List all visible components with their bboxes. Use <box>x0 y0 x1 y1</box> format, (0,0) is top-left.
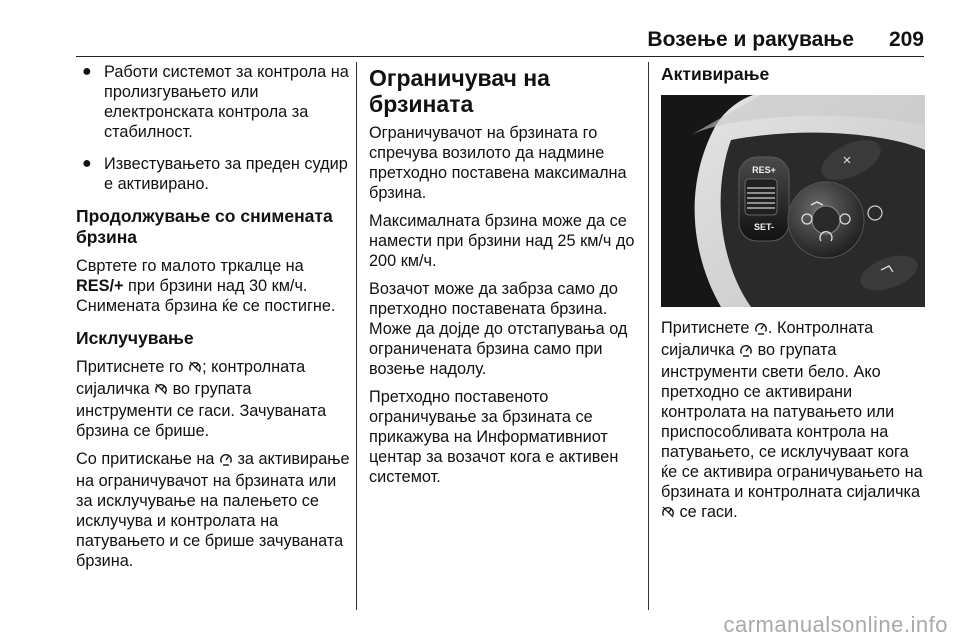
activation-text: во групата инструменти свети бело. Ако претходно се активирани контролата на патувањето или приспособливата контрола на патувањето, се исклучуваат кога ќе се активира ограничувањето на брзината и контролната сијаличка <box>661 341 923 501</box>
set-minus-label: SET- <box>753 222 775 232</box>
off-text: за активирање на ограничувачот на брзината или за исклучување на палењето се исклучува и контролата на патувањето и се брише зачуваната брзина. <box>76 450 350 570</box>
bullet-dot: ● <box>82 63 92 80</box>
column-divider <box>356 62 357 610</box>
paragraph: Ограничувачот на брзината го спречува возилото да надмине претходно поставена максимална брзина. <box>369 124 627 202</box>
speed-limiter-icon <box>739 342 753 362</box>
section-heading: Ограничувач на брзината <box>369 65 550 117</box>
resume-heading: Продолжување со снимената брзина <box>76 206 333 247</box>
column-divider <box>648 62 649 610</box>
cruise-control-off-icon <box>188 359 202 379</box>
off-text: ; контролната сијаличка <box>76 358 306 398</box>
paragraph: Максималната брзина може да се намести при брзини над 25 км/ч до 200 км/ч. <box>369 212 635 270</box>
watermark: carmanualsonline.info <box>723 612 948 637</box>
bullet-text: Известувањето за преден судир е активирано. <box>104 155 348 193</box>
activation-text: . Контролната сијаличка <box>661 319 874 359</box>
page-number: 209 <box>888 28 924 51</box>
activation-paragraph <box>661 318 929 524</box>
resume-text: при брзини над 30 км/ч. Снимената брзина ќе се постигне. <box>76 277 336 315</box>
bullet-item <box>76 154 352 194</box>
resume-text: Свртете го малото тркалце на <box>76 257 304 275</box>
speed-limiter-icon <box>754 320 768 340</box>
off-text: Притиснете го <box>76 358 184 376</box>
steering-wheel-controls-image <box>661 95 925 307</box>
speed-limiter-icon <box>219 451 233 471</box>
cruise-control-off-icon <box>661 504 675 524</box>
bullet-dot: ● <box>82 155 92 172</box>
column-middle <box>369 62 639 495</box>
bullet-text: Работи системот за контрола на пролизгувањето или електронската контрола за стабилност. <box>104 63 349 141</box>
column-left <box>76 62 352 579</box>
bullet-item <box>76 62 352 142</box>
activation-text: се гаси. <box>679 503 738 521</box>
off-heading: Исклучување <box>76 328 194 348</box>
off-paragraph <box>76 357 352 441</box>
off-text: Со притискање на <box>76 450 215 468</box>
off-paragraph <box>76 449 352 571</box>
activation-heading: Активирање <box>661 64 770 84</box>
res-key-label: RES/+ <box>76 277 124 295</box>
column-right <box>661 62 929 532</box>
activation-text: Притиснете <box>661 319 750 337</box>
off-text: во групата инструменти се гаси. Зачуваната брзина се брише. <box>76 380 327 440</box>
res-plus-label: RES+ <box>752 165 776 175</box>
resume-paragraph <box>76 256 352 316</box>
cruise-control-off-icon <box>154 381 168 401</box>
paragraph: Претходно поставеното ограничување за брзината се прикажува на Информативниот центар за возачот кога е активен системот. <box>369 388 619 486</box>
page-header <box>76 26 924 57</box>
paragraph: Возачот може да забрза само до претходно поставената брзина. Може да дојде до отстапувања од ограничената брзина само при возење надолу. <box>369 280 628 378</box>
chapter-title: Возење и ракување <box>647 28 854 51</box>
